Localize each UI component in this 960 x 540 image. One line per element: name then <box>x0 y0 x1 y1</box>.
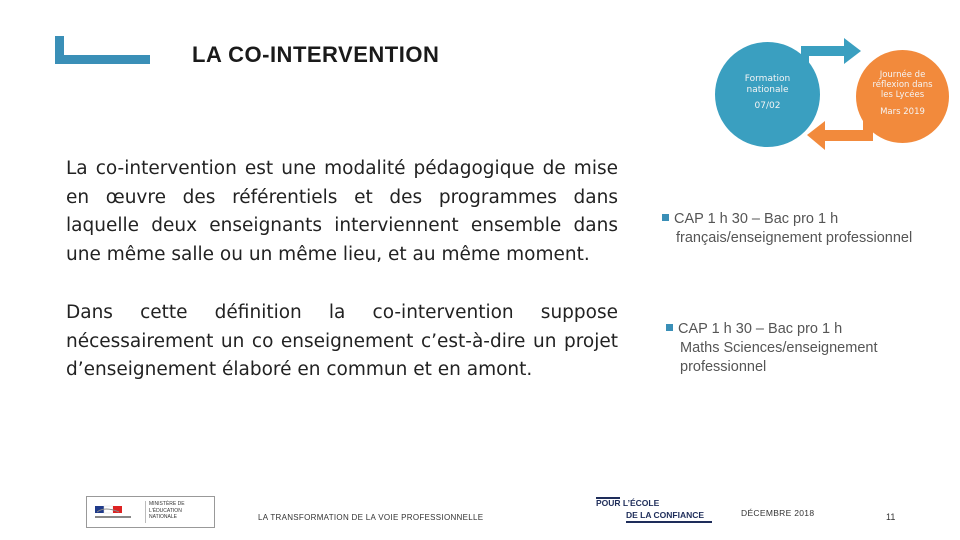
bullet1-line1: CAP 1 h 30 – Bac pro 1 h <box>674 211 839 227</box>
ecole-confiance-logo <box>596 497 716 523</box>
right-arrow-icon <box>800 34 864 70</box>
ministry-logo <box>86 496 215 528</box>
slide-title: LA CO-INTERVENTION <box>192 42 440 67</box>
title-accent-bar <box>55 36 150 64</box>
circle2-date: Mars 2019 <box>880 107 925 117</box>
bullet-francais <box>662 210 957 248</box>
bullet-square-icon <box>662 214 669 221</box>
page-number: 11 <box>886 512 896 522</box>
circle2-line1: Journée de <box>879 70 926 80</box>
circle1-date: 07/02 <box>754 101 781 111</box>
co-teaching-paragraph: Dans cette définition la co-intervention suppose nécessairement un co enseignement c’est-à-dire un projet d’enseignement élaboré en commun et en amont. <box>66 302 618 380</box>
bullet2-line1: CAP 1 h 30 – Bac pro 1 h <box>678 321 843 337</box>
bullet2-rest: Maths Sciences/enseignement professionnel <box>680 340 878 375</box>
footer-date: DÉCEMBRE 2018 <box>741 508 815 518</box>
circle1-line1: Formation <box>744 74 791 84</box>
footer-subtitle: LA TRANSFORMATION DE LA VOIE PROFESSIONNELLE <box>258 513 484 522</box>
definition-paragraph: La co-intervention est une modalité pédagogique de mise en œuvre des référentiels et des programmes dans laquelle deux enseignants interviennent ensemble dans une même salle ou un même lieu, et au même moment. <box>66 158 618 265</box>
ecole-line1: POUR L’ÉCOLE <box>596 498 660 508</box>
circle1-line2: nationale <box>746 85 789 95</box>
bullet1-rest: français/enseignement professionnel <box>676 230 913 246</box>
left-arrow-icon <box>805 117 875 153</box>
circle2-line3: les Lycées <box>880 90 925 100</box>
bullet-maths-sciences <box>666 320 936 377</box>
ministry-logo-text: MINISTÈRE DE L'ÉDUCATION NATIONALE <box>149 501 185 520</box>
ecole-line2: DE LA CONFIANCE <box>626 510 705 520</box>
circle2-line2: réflexion dans <box>872 80 933 90</box>
bullet-square-icon <box>666 324 673 331</box>
